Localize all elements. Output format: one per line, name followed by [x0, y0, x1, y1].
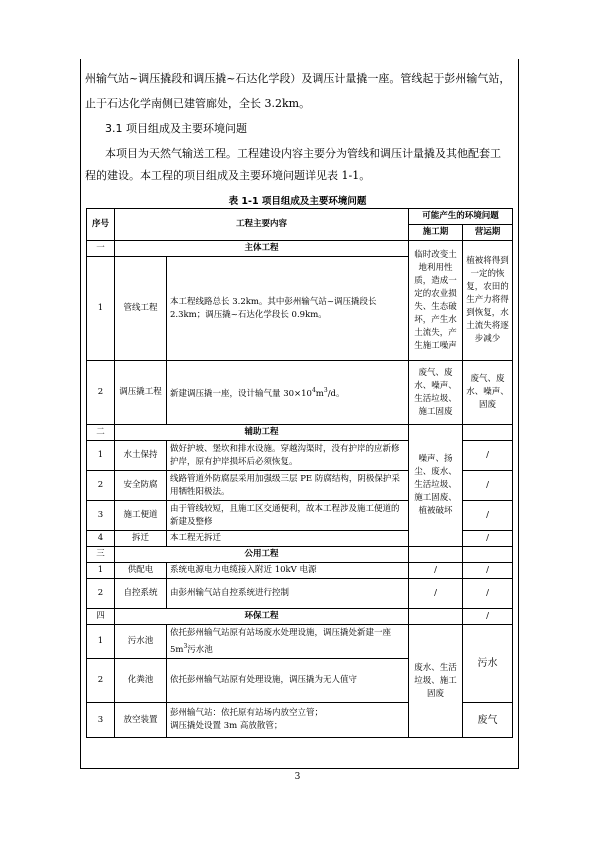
table-header-row — [87, 209, 513, 225]
env-operation: 废气 — [463, 703, 513, 738]
header-env: 可能产生的环境问题 — [409, 209, 513, 225]
env-construction-blank — [409, 547, 463, 563]
env-operation: 废气、废水、噪声、固废 — [463, 361, 513, 425]
header-content: 工程主要内容 — [115, 209, 409, 241]
row-name: 自控系统 — [115, 579, 167, 609]
row-desc-line: 彭州输气站：依托原有站场内放空立管； — [170, 708, 324, 718]
env-operation: / — [463, 609, 513, 625]
row-no: 1 — [87, 441, 115, 471]
env-operation: / — [463, 501, 513, 531]
row-no: 1 — [87, 625, 115, 659]
table-row — [87, 579, 513, 609]
row-desc-text: 新建调压撬一座，设计输气量 30×10 — [170, 388, 312, 399]
row-name: 化粪池 — [115, 659, 167, 703]
row-desc-line: 调压撬处设置 3m 高放散管； — [170, 721, 283, 731]
row-desc: 本工程线路总长 3.2km。其中彭州输气站~调压撬段长 2.3km；调压撬~石达化学段长 0.9km。 — [167, 257, 409, 361]
row-desc: 由于管线较短，且施工区交通便利，故本工程涉及施工便道的新建及整修 — [167, 501, 409, 531]
row-no: 1 — [87, 563, 115, 579]
env-construction: 临时改变土地利用性质，造成一定的农业损失、生态破坏，产生水土流失，产生施工噪声 — [409, 241, 463, 361]
section-row — [87, 547, 513, 563]
row-desc: 线路管道外防腐层采用加强级三层 PE 防腐结构，阴极保护采用牺牲阳极法。 — [167, 471, 409, 501]
section-no: 一 — [87, 241, 115, 257]
header-operation: 营运期 — [463, 225, 513, 241]
row-name: 调压撬工程 — [115, 361, 167, 425]
row-desc: 本工程无拆迁 — [167, 531, 409, 547]
env-construction: 废气、废水、噪声、生活垃圾、施工固废 — [409, 361, 463, 425]
page-number: 3 — [294, 772, 301, 782]
row-no: 2 — [87, 471, 115, 501]
section-row — [87, 425, 513, 441]
intro-line-1: 州输气站~调压撬段和调压撬~石达化学段）及调压计量撬一座。管线起于彭州输气站， — [85, 72, 511, 85]
row-desc — [167, 703, 409, 738]
env-operation: / — [463, 471, 513, 501]
row-desc: 依托彭州输气站原有处理设施，调压撬为无人值守 — [167, 659, 409, 703]
body-line-1: 本项目为天然气输送工程。工程建设内容主要分为管线和调压计量撬及其他配套工 — [105, 147, 501, 160]
env-operation: / — [463, 579, 513, 609]
row-no: 4 — [87, 531, 115, 547]
row-desc-unit: m — [315, 388, 324, 399]
table-row — [87, 361, 513, 425]
table-row — [87, 625, 513, 659]
env-construction: / — [409, 563, 463, 579]
row-name: 施工便道 — [115, 501, 167, 531]
row-no: 2 — [87, 361, 115, 425]
env-operation: 污水 — [463, 625, 513, 703]
superscript: 3 — [183, 642, 188, 650]
row-desc: 做好护坡、堡坎和排水设施。穿越沟渠时，没有护岸的应新修护岸，原有护岸损坏后必须恢复。 — [167, 441, 409, 471]
section-title: 辅助工程 — [115, 425, 409, 441]
row-name: 供配电 — [115, 563, 167, 579]
env-operation: / — [463, 531, 513, 547]
row-no: 2 — [87, 659, 115, 703]
table-row — [87, 563, 513, 579]
env-construction-blank — [409, 609, 463, 625]
row-name: 管线工程 — [115, 257, 167, 361]
section-row — [87, 241, 513, 257]
section-no: 四 — [87, 609, 115, 625]
row-no: 3 — [87, 703, 115, 738]
row-name: 放空装置 — [115, 703, 167, 738]
section-row — [87, 609, 513, 625]
row-no: 2 — [87, 579, 115, 609]
row-desc-text: /d。 — [327, 388, 345, 399]
env-operation: / — [463, 563, 513, 579]
row-desc — [167, 361, 409, 425]
project-composition-table — [86, 208, 513, 738]
row-name: 安全防腐 — [115, 471, 167, 501]
table-caption: 表 1-1 项目组成及主要环境问题 — [228, 196, 367, 207]
env-operation: 植被将得到一定的恢复，农田的生产力将得到恢复，水土流失将逐步减少 — [463, 241, 513, 361]
env-construction: 噪声、扬尘、废水、生活垃圾、施工固废、植被破坏 — [409, 425, 463, 547]
env-construction: / — [409, 579, 463, 609]
section-title: 公用工程 — [115, 547, 409, 563]
intro-line-2: 止于石达化学南侧已建管廊处，全长 3.2km。 — [85, 97, 311, 110]
row-name: 水土保持 — [115, 441, 167, 471]
header-no: 序号 — [87, 209, 115, 241]
section-title: 主体工程 — [115, 241, 409, 257]
row-desc-text: 依托彭州输气站原有站场废水处理设施，调压撬处新建一座 5m — [170, 627, 392, 655]
superscript: 4 — [311, 387, 316, 395]
row-desc-text: 污水池 — [187, 644, 213, 655]
header-construction: 施工期 — [409, 225, 463, 241]
superscript: 3 — [323, 387, 328, 395]
env-operation-blank — [463, 547, 513, 563]
env-operation-blank — [463, 425, 513, 441]
env-construction: 废水、生活垃圾、施工固废 — [409, 625, 463, 738]
row-desc: 由彭州输气站自控系统进行控制 — [167, 579, 409, 609]
section-no: 二 — [87, 425, 115, 441]
env-operation: / — [463, 441, 513, 471]
row-name: 拆迁 — [115, 531, 167, 547]
row-no: 1 — [87, 257, 115, 361]
row-name: 污水池 — [115, 625, 167, 659]
row-no: 3 — [87, 501, 115, 531]
body-line-2: 程的建设。本工程的项目组成及主要环境问题详见表 1-1。 — [85, 169, 371, 182]
section-heading: 3.1 项目组成及主要环境问题 — [105, 122, 247, 135]
row-desc: 系统电源电力电缆接入附近 10kV 电源 — [167, 563, 409, 579]
row-desc — [167, 625, 409, 659]
section-no: 三 — [87, 547, 115, 563]
section-title: 环保工程 — [115, 609, 409, 625]
